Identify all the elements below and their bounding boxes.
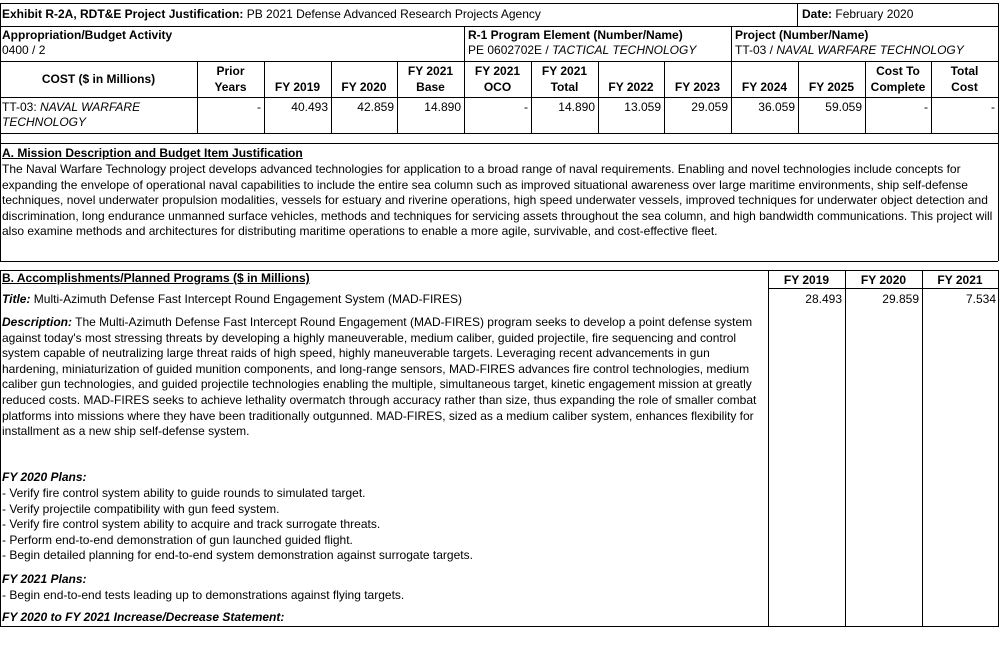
fy2021-plans-list [2,588,404,604]
r1-value [468,43,696,57]
cost-value-cell: 14.890 [558,100,595,114]
section-a-body: The Naval Warfare Technology project develops advanced technologies for application to a broad range of naval requirements. Enabling and novel technologies include concepts for expanding the envelope of operational naval capabilities to include the entire sea column such as improved situational awareness over large maritime environments, ship self-defense techniques, novel underwater propulsion modalities, vessels for estuary and riverine operations, high speed underwater vessels, improved techniques for underwater object detection and discrimination, long endurance unmanned surface vehicles, methods and techniques for servicing assets throughout the sea column, and high bandwidth communications. This project will also examine methods and architectures for distributing maritime operations to enable a more agile, survivable, and cost-effective fleet. [2,162,993,239]
rule-fy-header [768,288,998,289]
plan-item: - Perform end-to-end demonstration of gun launched guided flight. [2,532,353,547]
fy-header-2021: FY 2021 [937,273,983,287]
cost-value-cell: - [924,100,928,114]
cost-value-cell: - [257,100,261,114]
section-b-title: B. Accomplishments/Planned Programs ($ in Millions) [2,271,310,285]
cost-col-header-line1: FY 2021 [474,64,521,78]
rule-cost-col [664,61,665,133]
r1-value-name: TACTICAL TECHNOLOGY [552,43,697,57]
program-description [2,315,764,440]
rule-cost-col [598,61,599,133]
rule-right-upper [998,3,999,261]
amount-fy2020: 29.859 [882,292,919,306]
cost-col-header-line1: FY 2021 [407,64,454,78]
cost-value-cell: - [991,100,995,114]
plan-item: - Verify projectile compatibility with gun feed system. [2,501,280,516]
program-title-label: Title: [2,292,31,306]
fy-header-2020: FY 2020 [860,273,907,287]
cost-col-header-line2: FY 2022 [608,80,654,94]
project-value [735,43,964,57]
fy2021-plans-label: FY 2021 Plans: [2,572,87,586]
fy-header-2019: FY 2019 [783,273,830,287]
exhibit-label: Exhibit R-2A, RDT&E Project Justification: [2,7,244,21]
cost-value-cell: 40.493 [291,100,328,114]
cost-value-cell: 14.890 [424,100,461,114]
date-cell [802,7,913,21]
fy2020-plans-label: FY 2020 Plans: [2,470,87,484]
section-a-title: A. Mission Description and Budget Item Justification [2,146,303,160]
cost-col-header-line2: FY 2024 [741,80,788,94]
approp-value: 0400 / 2 [2,43,46,57]
cost-value-cell: 29.059 [691,100,728,114]
cost-col-header-line2: Complete [870,80,926,94]
rule-left-lower [0,270,1,627]
rule-cost-row [0,133,998,134]
plan-item: - Begin end-to-end tests leading up to demonstrations against flying targets. [2,588,405,602]
date-label: Date: [802,7,833,21]
project-value-prefix: TT-03 / [735,43,774,57]
plan-item: - Verify fire control system ability to guide rounds to simulated target. [2,486,366,500]
cost-col-header-line2: FY 2025 [808,80,855,94]
date-value: February 2020 [835,7,914,21]
cost-row-label-line2: TECHNOLOGY [2,115,87,129]
rule-top [0,3,998,4]
cost-col-header-line2: OCO [483,80,512,94]
rule-b-col [768,270,769,626]
increase-decrease-label: FY 2020 to FY 2021 Increase/Decrease Statement: [2,610,285,624]
cost-col-header-line1: Prior [216,64,245,78]
rule-header-1 [0,26,998,27]
cost-col-header-line1: Cost To [876,64,920,78]
plan-item: - Begin detailed planning for end-to-end system demonstration against surrogate targets. [2,548,473,563]
rule-right-lower [998,270,999,627]
rule-b-col [845,270,846,626]
project-value-name: NAVAL WARFARE TECHNOLOGY [776,43,964,57]
rule-cost-col [264,61,265,133]
exhibit-title [2,7,541,21]
program-title [2,292,462,306]
rule-cost-col [331,61,332,133]
cost-col-header-line2: Years [214,80,247,94]
rule-left-upper [0,3,1,261]
cost-row-prefix: TT-03: [2,100,37,114]
cost-value-cell: 59.059 [825,100,862,114]
plan-item: - Verify fire control system ability to acquire and track surrogate threats. [2,517,381,532]
exhibit-value: PB 2021 Defense Advanced Research Projects Agency [246,7,541,21]
cost-col-header-line1: Total [950,64,979,78]
r1-label: R-1 Program Element (Number/Name) [468,28,683,42]
rule-cost-col [731,61,732,133]
cost-value-cell: - [524,100,528,114]
rule-date-sep [797,3,798,26]
amount-fy2021: 7.534 [965,292,996,306]
rule-r1-sep [464,26,465,61]
rule-section-a-bottom [0,261,998,262]
rule-section-a-top [0,143,998,144]
cost-value-cell: 42.859 [357,100,394,114]
rule-bottom [0,626,998,627]
amount-fy2019: 28.493 [805,292,842,306]
cost-col-header-line2: FY 2019 [274,80,321,94]
r1-value-prefix: PE 0602702E / [468,43,549,57]
cost-row-label-line1 [2,100,140,114]
cost-header-label: COST ($ in Millions) [41,72,156,86]
approp-label: Appropriation/Budget Activity [2,28,173,42]
fy2020-plans-list [2,486,473,564]
program-title-value: Multi-Azimuth Defense Fast Intercept Round Engagement System (MAD-FIRES) [33,292,462,306]
description-label: Description: [2,315,73,329]
cost-value-cell: 13.059 [624,100,661,114]
cost-row-name-1: NAVAL WARFARE [40,100,141,114]
cost-col-header-line2: FY 2023 [674,80,721,94]
project-label: Project (Number/Name) [735,28,869,42]
cost-col-header-line1: FY 2021 [541,64,588,78]
description-body: The Multi-Azimuth Defense Fast Intercept Round Engagement (MAD-FIRES) program seeks to develop a point defense system against today's most stressing threats by developing a highly maneuverable, medium caliber, guided projectile, fire sequencing and control system capable of neutralizing large threat raids of high speed, highly maneuverable targets. Leveraging recent advancements in gun hardening, miniaturization of guided munition components, and long-range sensors, MAD-FIRES advances fire control technologies, medium caliber gun technologies, and guided projectile technologies enabling the multiple, simultaneous target, kinetic engagement mission at greatly reduced costs. MAD-FIRES seeks to achieve lethality overmatch through accuracy rather than size, thus expanding the role of smaller combat platforms into missions where they have been traditionally outgunned. MAD-FIRES, sized as a medium caliber system, enhances flexibility for installment as a new ship self-defense system. [2,315,757,439]
cost-value-cell: 36.059 [758,100,795,114]
rule-project-sep [731,26,732,61]
cost-col-header-line2: Cost [951,80,978,94]
cost-col-header-line2: Total [550,80,579,94]
rule-b-col [922,270,923,626]
rule-header-2 [0,61,998,62]
cost-col-header-line2: Base [416,80,445,94]
cost-col-header-line2: FY 2020 [341,80,387,94]
rule-cost-header [0,97,998,98]
rule-cost-col [798,61,799,133]
